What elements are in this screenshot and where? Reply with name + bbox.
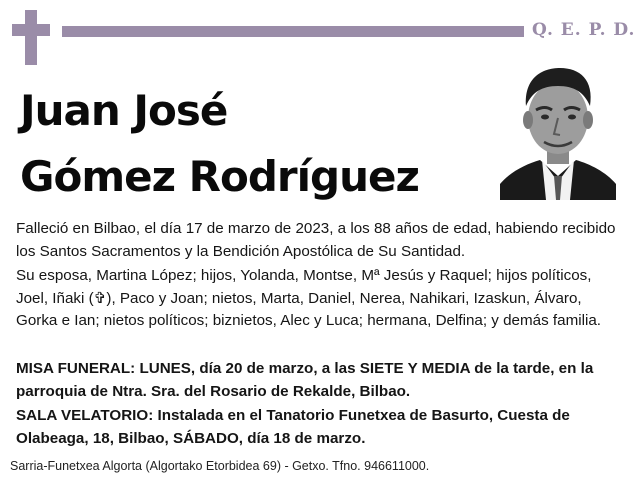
funeral-home-footer: Sarria-Funetxea Algorta (Algortako Etorbidea 69) - Getxo. Tfno. 946611000. — [10, 459, 430, 473]
funeral-mass-paragraph: MISA FUNERAL: LUNES, día 20 de marzo, a las SIETE Y MEDIA de la tarde, en la parroquia de Ntra. Sra. del Rosario de Rekalde, Bilbao. — [16, 360, 594, 400]
cross-icon-vertical — [25, 10, 37, 65]
cross-icon-horizontal — [12, 24, 50, 36]
portrait-photo-icon — [500, 64, 616, 200]
death-notice-paragraph: Falleció en Bilbao, el día 17 de marzo de 2023, a los 88 años de edad, habiendo recibido los Santos Sacramentos y la Bendición Apostólica de Su Santidad. — [16, 220, 616, 260]
qepd-label: Q. E. P. D. — [532, 20, 636, 40]
header-rule — [62, 26, 524, 37]
wake-room-paragraph: SALA VELATORIO: Instalada en el Tanatorio Funetxea de Basurto, Cuesta de Olabeaga, 18, Bilbao, SÁBADO, día 18 de marzo. — [16, 407, 570, 447]
family-paragraph: Su esposa, Martina López; hijos, Yolanda, Montse, Mª Jesús y Raquel; hijos políticos, Joel, Iñaki (✞), Paco y Joan; nietos, Marta, Daniel, Nerea, Nahikari, Izaskun, Álvaro, Gorka e Ian; nietos políticos; biznietos, Alec y Luca; hermana, Delfina; y demás familia. — [16, 267, 602, 329]
deceased-first-name: Juan José — [20, 86, 228, 135]
portrait-photo — [500, 64, 616, 200]
deceased-surnames: Gómez Rodríguez — [20, 152, 419, 201]
